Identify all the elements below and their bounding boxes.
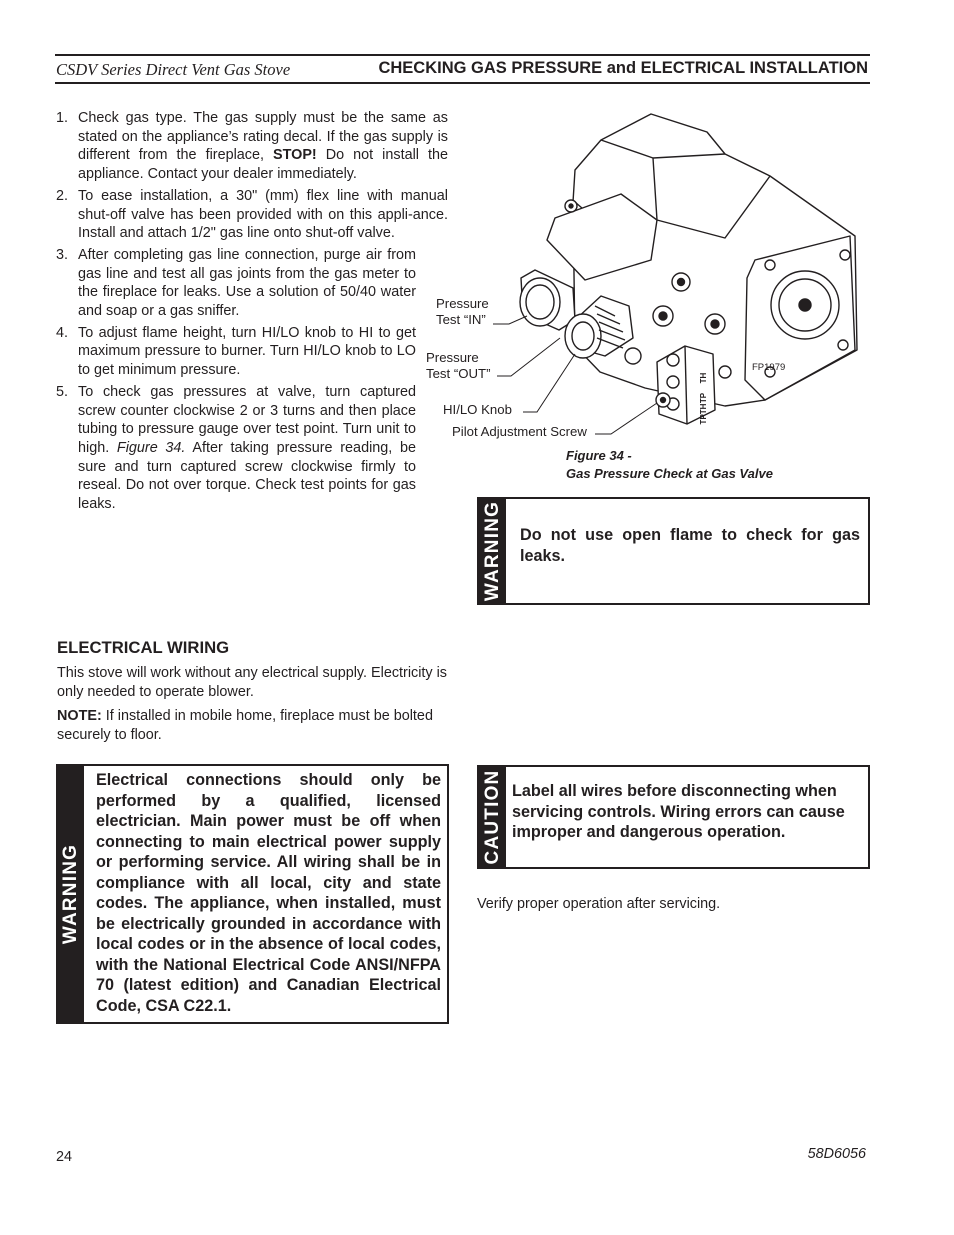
step-number: 1.	[56, 110, 69, 126]
terminal-label-th: TH	[699, 372, 708, 384]
caution-box	[477, 765, 870, 869]
step-number: 4.	[56, 324, 69, 341]
warning-open-flame-box	[477, 497, 870, 605]
warning-text: Electrical connections should only be performed by a qualified, licensed electrician. Main power must be off when connecting to main electrical power supply or performing service. All wiring shall be in compliance with all local, city and state codes. The appliance, when installed, must be electrically grounded in accordance with local codes or in the absence of local codes, with the National Electrical Code ANSI/NFPA 70 (latest edition) and Canadian Electrical Code, CSA C22.1.	[96, 771, 441, 1015]
step-number: 3.	[56, 246, 69, 263]
electrical-note	[57, 707, 450, 744]
document-number: 58D6056	[807, 1146, 866, 1162]
warning-label: WARNING	[481, 500, 503, 602]
step-5	[56, 383, 416, 514]
step-text: Do not install the appliance. Contact your dealer immediately.	[78, 147, 448, 183]
section-heading: ELECTRICAL WIRING	[57, 638, 230, 657]
step-text: After completing gas line connection, purge air from gas line and test all gas joints from the gas meter to the fireplace for leaks. Use a solution of 50/40 water and soap or a gas sniffer.	[78, 246, 416, 320]
caution-text: Label all wires before disconnecting when servicing controls. Wiring errors can cause improper and dangerous operation.	[512, 782, 845, 841]
step-text: After taking pressure reading, be sure and turn captured screw clockwise firmly to reseal. Do not over torque. Check test points for gas leaks.	[78, 439, 416, 513]
step-number: 5.	[56, 383, 69, 400]
page-number: 24	[56, 1149, 73, 1165]
step-3	[56, 246, 416, 321]
step-bold: STOP!	[273, 147, 317, 164]
figure-code: FP1979	[752, 362, 786, 373]
warning-band	[58, 766, 84, 1022]
gas-valve-figure	[425, 110, 870, 450]
step-4	[56, 324, 416, 380]
gas-pressure-steps	[56, 109, 448, 517]
header-series-title: CSDV Series Direct Vent Gas Stove	[56, 60, 291, 79]
warning-text: Do not use open flame to check for gas leaks.	[520, 526, 860, 565]
step-text: To adjust flame height, turn HI/LO knob to HI to get maximum pressure to burner. Turn HI/LO knob to LO to get minimum pressure.	[78, 324, 416, 379]
step-number: 2.	[56, 187, 69, 204]
caution-label: CAUTION	[481, 769, 503, 865]
callout-pressure-out: Pressure Test “OUT”	[426, 350, 491, 381]
terminal-label-tp: TP	[699, 392, 708, 404]
step-text: To ease installation, a 30" (mm) flex line with manual shut-off valve has been provided with on this appli-ance. Install and attach 1/2" gas line onto shut-off valve.	[78, 187, 448, 242]
caution-band	[479, 767, 506, 867]
header-rule-bottom	[55, 82, 870, 84]
callout-pressure-in: Pressure Test “IN”	[436, 296, 489, 327]
step-1	[56, 109, 448, 184]
step-2	[56, 187, 448, 243]
step-text: To check gas pressures at valve, turn captured screw counter clockwise 2 or 3 turns and then place tubing to pressure gauge over test point. Turn unit to high.	[78, 383, 416, 456]
note-label: NOTE:	[57, 708, 102, 724]
verify-operation-text: Verify proper operation after servicing.	[477, 896, 721, 912]
figure-reference: Figure 34.	[116, 439, 186, 456]
warning-label: WARNING	[60, 843, 81, 945]
step-text: Check gas type. The gas supply must be the same as stated on the appliance’s rating decal. If the gas supply is different from the fireplace,	[78, 110, 448, 164]
header-rule-top	[55, 54, 870, 56]
electrical-paragraph: This stove will work without any electrical supply. Electricity is only needed to operate blower.	[57, 665, 448, 700]
note-text: If installed in mobile home, fireplace must be bolted securely to floor.	[57, 708, 433, 743]
figure-caption: Figure 34 - Gas Pressure Check at Gas Valve	[566, 448, 773, 481]
gas-valve-illustration	[425, 110, 870, 450]
header-section-title: CHECKING GAS PRESSURE and ELECTRICAL INSTALLATION	[378, 59, 868, 77]
warning-band	[479, 499, 506, 603]
callout-pilot-screw: Pilot Adjustment Screw	[452, 424, 587, 439]
callout-hilo-knob: HI/LO Knob	[443, 402, 512, 417]
terminal-label-tpth: TPTH	[699, 403, 708, 425]
warning-electrical-box	[56, 764, 449, 1024]
